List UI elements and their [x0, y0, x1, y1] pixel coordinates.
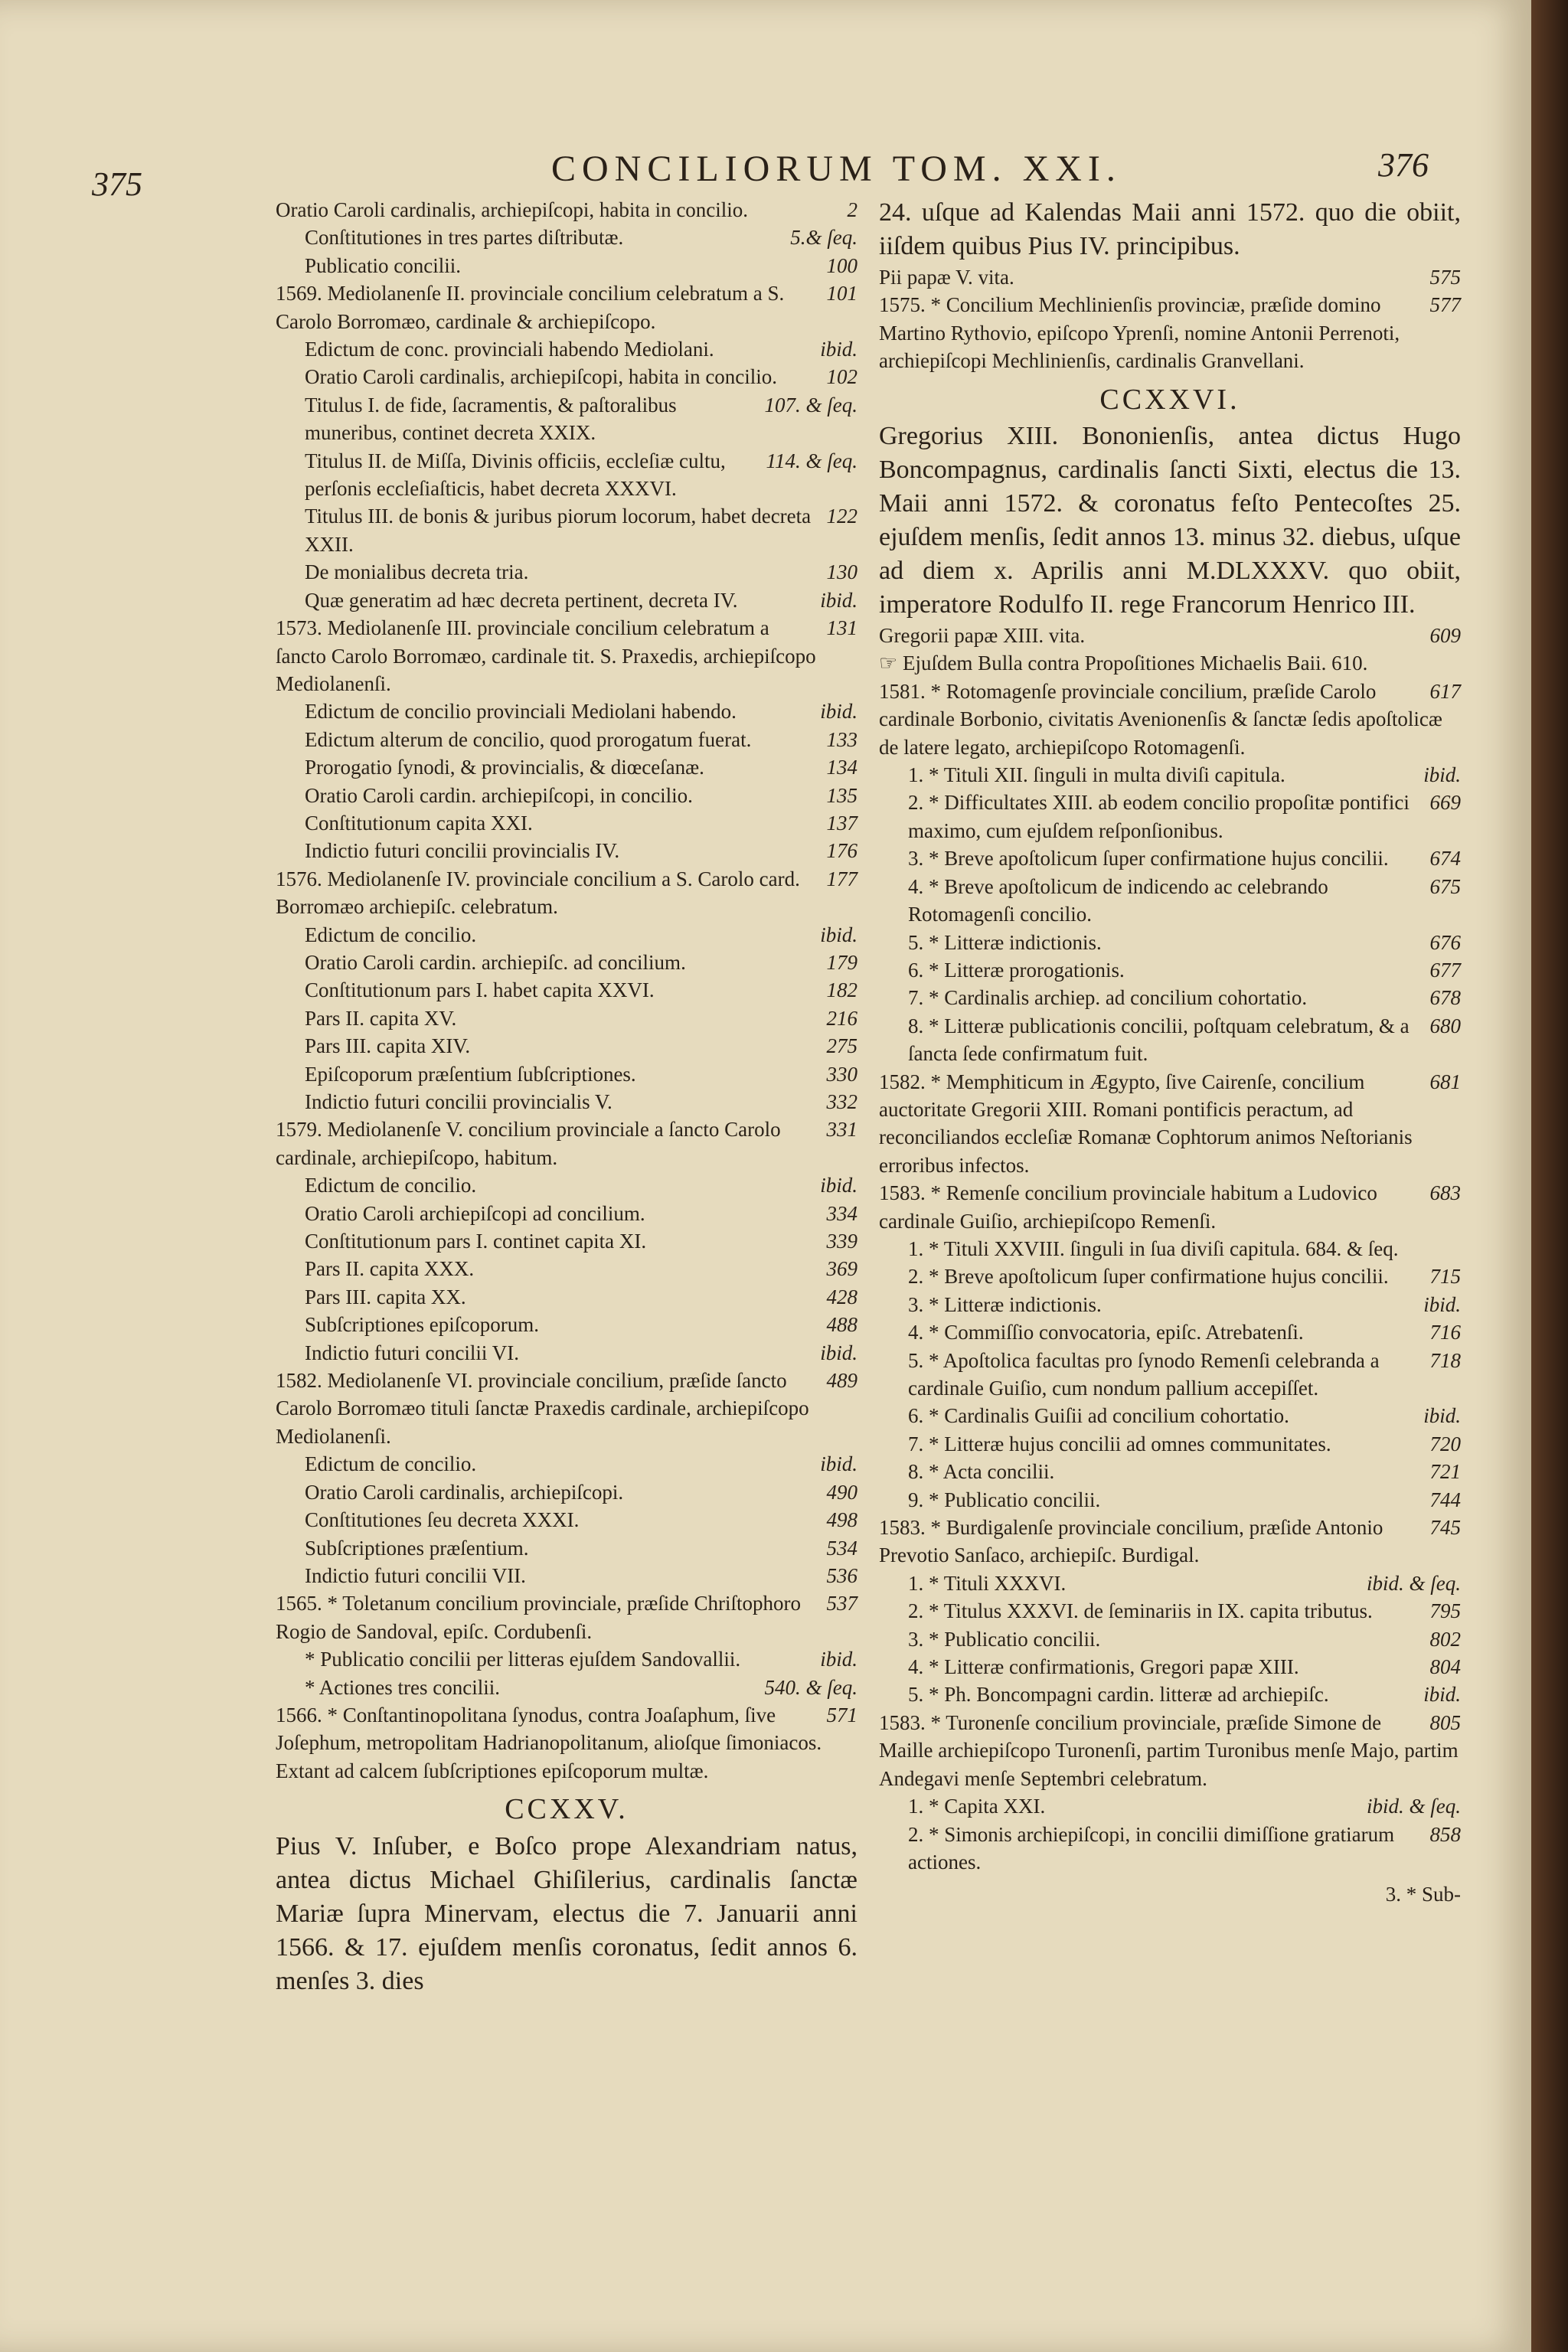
- entry-text: Oratio Caroli cardin. archiepiſcopi, in concilio.: [305, 783, 693, 807]
- entry-text: Gregorii papæ XIII. vita.: [879, 624, 1086, 648]
- entry-page-ref: 540. & ſeq.: [764, 1675, 858, 1699]
- entry-text: 1576. Mediolanenſe IV. provinciale concilium a S. Carolo card. Borromæo archiepiſc. celebratum.: [276, 867, 800, 919]
- entry-page-ref: 669: [1429, 791, 1461, 815]
- entry-text: Titulus I. de fide, ſacramentis, & paſtoralibus muneribus, continet decreta XXIX.: [305, 393, 677, 445]
- entry-text: 9. * Publicatio concilii.: [908, 1488, 1101, 1511]
- entry-page-ref: ibid. & ſeq.: [1367, 1571, 1461, 1595]
- entry-page-ref: 721: [1429, 1460, 1461, 1484]
- entry-text: Epiſcoporum præſentium ſubſcriptiones.: [305, 1062, 636, 1086]
- entry-page-ref: 331: [826, 1118, 858, 1142]
- entry-text: 3. * Publicatio concilii.: [908, 1627, 1101, 1651]
- entry-page-ref: ibid.: [820, 700, 858, 724]
- entry-page-ref: 101: [826, 282, 858, 305]
- index-entry: [276, 865, 858, 921]
- index-entry: [276, 279, 858, 335]
- entry-text: 8. * Acta concilii.: [908, 1460, 1055, 1484]
- entry-text: De monialibus decreta tria.: [305, 560, 529, 584]
- entry-text: 2. * Simonis archiepiſcopi, in concilii dimiſſione gratiarum actiones.: [908, 1822, 1395, 1873]
- pope-bio-pius: Pius V. Inſuber, e Boſco prope Alexandriam natus, antea dictus Michael Ghiſilerius, cardinalis ſanctæ Mariæ ſupra Minervam, electus die 7. Januarii anni 1566. & 17. ejuſdem menſis coronatus, ſedit annos 6. menſes 3. dies: [276, 1831, 858, 1995]
- entry-page-ref: 805: [1429, 1710, 1461, 1734]
- entry-page-ref: 802: [1429, 1627, 1461, 1651]
- entry-page-ref: 332: [826, 1090, 858, 1113]
- entry-page-ref: 858: [1429, 1822, 1461, 1846]
- index-entry: [276, 1088, 858, 1116]
- entry-page-ref: 134: [826, 756, 858, 779]
- entry-page-ref: 176: [826, 839, 858, 863]
- entry-text: Oratio Caroli archiepiſcopi ad concilium.: [305, 1201, 645, 1225]
- index-entry: [879, 678, 1461, 761]
- index-entry: [276, 224, 858, 251]
- index-entry: [879, 1347, 1461, 1403]
- index-entry: [276, 782, 858, 809]
- entry-page-ref: 114. & ſeq.: [766, 449, 858, 472]
- entry-page-ref: 275: [826, 1034, 858, 1058]
- entry-page-ref: 795: [1429, 1599, 1461, 1623]
- entry-text: Indictio futuri concilii provincialis V.: [305, 1090, 612, 1113]
- index-entry: [276, 1255, 858, 1282]
- index-entry: [276, 363, 858, 390]
- entry-page-ref: 534: [826, 1536, 858, 1560]
- entry-text: 7. * Cardinalis archiep. ad concilium cohortatio.: [908, 986, 1308, 1010]
- entry-page-ref: 177: [826, 867, 858, 890]
- entry-page-ref: 744: [1429, 1488, 1461, 1511]
- pope-bio-continuation: 24. uſque ad Kalendas Maii anni 1572. quo die obiit, iiſdem quibus Pius IV. principibus.: [879, 198, 1461, 260]
- index-entry: [276, 976, 858, 1004]
- entry-page-ref: 122: [826, 505, 858, 528]
- entry-text: Edictum de concilio.: [305, 1452, 477, 1476]
- entry-text: Edictum de concilio.: [305, 1174, 477, 1197]
- entry-page-ref: 575: [1429, 266, 1461, 289]
- entry-page-ref: ibid.: [1423, 1683, 1461, 1707]
- index-entry: [276, 1004, 858, 1032]
- entry-text: 5. * Apoſtolica facultas pro ſynodo Remenſi celebranda a cardinale Guiſio, cum nondum pallium accepiſſet.: [908, 1348, 1380, 1400]
- index-entry: [879, 1012, 1461, 1068]
- entry-text: 3. * Breve apoſtolicum ſuper confirmatione hujus concilii.: [908, 847, 1389, 871]
- entry-text: Indictio futuri concilii VI.: [305, 1341, 519, 1364]
- entry-page-ref: 369: [826, 1257, 858, 1281]
- index-entry: [276, 1200, 858, 1227]
- entry-page-ref: 678: [1429, 986, 1461, 1010]
- index-entry: [276, 1701, 858, 1785]
- index-entry: [879, 1821, 1461, 1877]
- entry-text: Oratio Caroli cardinalis, archiepiſcopi.: [305, 1480, 624, 1504]
- right-column: [879, 196, 1461, 1909]
- entry-page-ref: 107. & ſeq.: [764, 393, 858, 416]
- index-entry: [879, 1458, 1461, 1485]
- index-entry: [879, 1486, 1461, 1514]
- entry-text: Edictum alterum de concilio, quod prorogatum fuerat.: [305, 727, 752, 751]
- entry-page-ref: ibid.: [1423, 1292, 1461, 1316]
- index-entry: [879, 1792, 1461, 1820]
- entry-text: 1573. Mediolanenſe III. provinciale concilium celebratum a ſancto Carolo Borromæo, cardinale tit. S. Praxedis, archiepiſcopo Mediolanenſi.: [276, 616, 816, 695]
- entry-page-ref: 498: [826, 1508, 858, 1532]
- entry-text: 4. * Breve apoſtolicum de indicendo ac celebrando Rotomagenſi concilio.: [908, 874, 1328, 926]
- entry-text: 4. * Litteræ confirmationis, Gregori papæ XIII.: [908, 1655, 1299, 1679]
- index-entry: [879, 1068, 1461, 1180]
- entry-text: Oratio Caroli cardinalis, archiepiſcopi, habita in concilio.: [305, 365, 778, 389]
- entry-text: Pars III. capita XX.: [305, 1285, 466, 1308]
- index-entry: [879, 1681, 1461, 1708]
- entry-text: Subſcriptiones præſentium.: [305, 1536, 529, 1560]
- index-entry: [879, 263, 1461, 291]
- entry-page-ref: 718: [1429, 1348, 1461, 1372]
- entry-page-ref: 490: [826, 1480, 858, 1504]
- entry-text: 3. * Litteræ indictionis.: [908, 1292, 1102, 1316]
- entry-page-ref: 537: [826, 1592, 858, 1615]
- index-entry: [276, 753, 858, 781]
- index-entry: [276, 1116, 858, 1171]
- index-entry: [276, 1674, 858, 1701]
- index-entry: [276, 1339, 858, 1367]
- entry-page-ref: 2: [847, 198, 858, 221]
- index-entry: [879, 1653, 1461, 1681]
- entry-text: 5. * Litteræ indictionis.: [908, 930, 1102, 954]
- index-entry: [879, 649, 1461, 677]
- entry-text: Conſtitutionum pars I. continet capita XI.: [305, 1230, 647, 1253]
- entry-text: Oratio Caroli cardin. archiepiſc. ad concilium.: [305, 950, 686, 974]
- index-entry: [276, 1478, 858, 1506]
- entry-text: ☞ Ejuſdem Bulla contra Propoſitiones Michaelis Baii. 610.: [879, 652, 1368, 675]
- index-entry: [276, 586, 858, 614]
- index-entry: [276, 921, 858, 949]
- entry-page-ref: 609: [1429, 624, 1461, 648]
- catchword: 3. * Sub-: [1385, 1883, 1461, 1906]
- section-heading-ccxxvi: CCXXVI.: [1099, 383, 1240, 416]
- page-number-right: 376: [1378, 146, 1429, 184]
- entry-page-ref: 676: [1429, 930, 1461, 954]
- index-entry: [879, 1430, 1461, 1458]
- entry-page-ref: 100: [826, 253, 858, 277]
- entry-page-ref: ibid.: [820, 1452, 858, 1476]
- index-entry: [879, 1514, 1461, 1570]
- entry-page-ref: 683: [1429, 1181, 1461, 1205]
- entry-text: Publicatio concilii.: [305, 253, 461, 277]
- index-entry: [276, 1645, 858, 1673]
- running-title: CONCILIORUM TOM. XXI.: [551, 149, 1122, 189]
- entry-text: 2. * Breve apoſtolicum ſuper confirmatione hujus concilii.: [908, 1265, 1389, 1289]
- index-entry: [276, 1534, 858, 1562]
- index-entry: [879, 1263, 1461, 1290]
- index-entry: [276, 1450, 858, 1478]
- entry-page-ref: 716: [1429, 1321, 1461, 1344]
- entry-text: 1. * Tituli XII. ſinguli in multa diviſi capitula.: [908, 763, 1285, 787]
- entry-text: 1575. * Concilium Mechlinienſis provinciæ, præſide domino Martino Rythovio, epiſcopo Yprenſi, nomine Antonii Perrenoti, archiepiſcopi Mechlinienſis, cardinalis Granvellani.: [879, 293, 1400, 373]
- entry-text: 4. * Commiſſio convocatoria, epiſc. Atrebatenſi.: [908, 1321, 1304, 1344]
- entry-text: 6. * Litteræ prorogationis.: [908, 958, 1125, 982]
- index-entry: [276, 1562, 858, 1589]
- entry-page-ref: 179: [826, 950, 858, 974]
- section-heading-ccxxv: CCXXV.: [505, 1793, 629, 1826]
- entry-text: Conſtitutionum pars I. habet capita XXVI.: [305, 978, 655, 1002]
- entry-page-ref: 137: [826, 811, 858, 835]
- entry-text: 2. * Difficultates XIII. ab eodem concilio propoſitæ pontifici maximo, cum ejuſdem reſponſionibus.: [908, 791, 1410, 842]
- index-entry: [276, 697, 858, 725]
- entry-page-ref: ibid.: [820, 1341, 858, 1364]
- entry-page-ref: 804: [1429, 1655, 1461, 1679]
- index-entry: [276, 1589, 858, 1645]
- entry-text: Conſtitutionum capita XXI.: [305, 811, 533, 835]
- entry-text: 2. * Titulus XXXVI. de ſeminariis in IX. capita tributus.: [908, 1599, 1373, 1623]
- entry-text: Edictum de concilio.: [305, 923, 477, 946]
- entry-text: 1. * Tituli XXVIII. ſinguli in ſua diviſi capitula. 684. & ſeq.: [908, 1236, 1399, 1260]
- entry-text: 1579. Mediolanenſe V. concilium provinciale a ſancto Carolo cardinale, archiepiſcopo, habitum.: [276, 1118, 781, 1169]
- entry-page-ref: 715: [1429, 1265, 1461, 1289]
- entry-text: Subſcriptiones epiſcoporum.: [305, 1313, 539, 1337]
- index-entry: [276, 1032, 858, 1060]
- entry-text: Indictio futuri concilii provincialis IV.: [305, 839, 620, 863]
- entry-page-ref: 745: [1429, 1516, 1461, 1540]
- entry-text: Conſtitutiones in tres partes diſtributæ.: [305, 226, 624, 250]
- entry-page-ref: 681: [1429, 1070, 1461, 1093]
- entry-text: 5. * Ph. Boncompagni cardin. litteræ ad archiepiſc.: [908, 1683, 1329, 1707]
- entry-page-ref: 571: [826, 1703, 858, 1726]
- entry-page-ref: 330: [826, 1062, 858, 1086]
- index-entry: [276, 447, 858, 503]
- entry-text: 1583. * Remenſe concilium provinciale habitum a Ludovico cardinale Guiſio, archiepiſcopo Remenſi.: [879, 1181, 1377, 1233]
- index-entry: [879, 789, 1461, 844]
- index-entry: [879, 1625, 1461, 1653]
- index-entry: [879, 1597, 1461, 1625]
- entry-page-ref: ibid.: [1423, 763, 1461, 787]
- right-entry-list-b: [879, 622, 1461, 1876]
- index-entry: [276, 1506, 858, 1534]
- index-entry: [276, 558, 858, 586]
- entry-page-ref: ibid.: [820, 588, 858, 612]
- entry-page-ref: 135: [826, 783, 858, 807]
- entry-text: Pars III. capita XIV.: [305, 1034, 471, 1058]
- index-entry: [879, 929, 1461, 956]
- page-edge: [1531, 0, 1568, 2352]
- left-entry-list: [276, 196, 858, 1785]
- index-entry: [276, 335, 858, 363]
- entry-text: Titulus II. de Miſſa, Divinis officiis, eccleſiæ cultu, perſonis eccleſiaſticis, habet decreta XXXVI.: [305, 449, 726, 501]
- index-entry: [276, 502, 858, 558]
- entry-text: 1582. * Memphiticum in Ægypto, ſive Cairenſe, concilium auctoritate Gregorii XIII. Romani pontificis peractum, ad reconciliandos eccleſiæ Romanæ Cophtorum animos Neſtorianis erroribus infectos.: [879, 1070, 1413, 1177]
- entry-text: 6. * Cardinalis Guiſii ad concilium cohortatio.: [908, 1404, 1289, 1428]
- entry-page-ref: ibid.: [820, 1174, 858, 1197]
- index-entry: [276, 196, 858, 224]
- entry-text: 1565. * Toletanum concilium provinciale, præſide Chriſtophoro Rogio de Sandoval, epiſc. Cordubenſi.: [276, 1592, 801, 1643]
- entry-page-ref: 102: [826, 365, 858, 389]
- index-entry: [276, 1311, 858, 1338]
- index-entry: [276, 949, 858, 976]
- entry-text: Quæ generatim ad hæc decreta pertinent, decreta IV.: [305, 588, 738, 612]
- index-entry: [276, 1227, 858, 1255]
- index-entry: [879, 844, 1461, 872]
- index-entry: [879, 956, 1461, 984]
- index-entry: [276, 726, 858, 753]
- index-entry: [879, 1318, 1461, 1346]
- entry-text: 1. * Tituli XXXVI.: [908, 1571, 1067, 1595]
- entry-text: Edictum de conc. provinciali habendo Mediolani.: [305, 338, 714, 361]
- entry-page-ref: 720: [1429, 1432, 1461, 1455]
- index-entry: [276, 809, 858, 837]
- pope-bio-gregorius: Gregorius XIII. Bononienſis, antea dictus Hugo Boncompagnus, cardinalis ſancti Sixti, electus die 13. Maii anni 1572. & coronatus feſto Pentecoſtes 25. ejuſdem menſis, ſedit annos 13. minus 32. diebus, uſque ad diem x. Aprilis anni M.DLXXXV. quo obiit, imperatore Rodulfo II. rege Francorum Henrico III.: [879, 422, 1461, 619]
- entry-text: 1583. * Burdigalenſe provinciale concilium, præſide Antonio Prevotio Sanſaco, archiepiſc. Burdigal.: [879, 1516, 1383, 1567]
- entry-text: 1569. Mediolanenſe II. provinciale concilium celebratum a S. Carolo Borromæo, cardinale & archiepiſcopo.: [276, 282, 785, 333]
- entry-text: Conſtitutiones ſeu decreta XXXI.: [305, 1508, 580, 1532]
- index-entry: [276, 1060, 858, 1088]
- index-entry: [276, 252, 858, 279]
- index-entry: [879, 984, 1461, 1011]
- entry-text: Indictio futuri concilii VII.: [305, 1563, 526, 1587]
- entry-text: Pars II. capita XV.: [305, 1006, 457, 1030]
- entry-text: 8. * Litteræ publicationis concilii, poſtquam celebratum, & a ſancta ſede confirmatum fuit.: [908, 1014, 1410, 1066]
- entry-text: Edictum de concilio provinciali Mediolani habendo.: [305, 700, 737, 724]
- entry-text: Prorogatio ſynodi, & provincialis, & diœceſanæ.: [305, 756, 704, 779]
- entry-page-ref: ibid. & ſeq.: [1367, 1795, 1461, 1818]
- entry-page-ref: 489: [826, 1369, 858, 1393]
- entry-text: Pii papæ V. vita.: [879, 266, 1014, 289]
- entry-text: 1583. * Turonenſe concilium provinciale, præſide Simone de Maille archiepiſcopo Turonenſi, partim Turonibus menſe Majo, partim Andegavi menſe Septembri celebratum.: [879, 1710, 1459, 1790]
- entry-page-ref: ibid.: [820, 338, 858, 361]
- entry-page-ref: 680: [1429, 1014, 1461, 1037]
- index-entry: [879, 1570, 1461, 1597]
- entry-text: 1582. Mediolanenſe VI. provinciale concilium, præſide ſancto Carolo Borromæo tituli ſanctæ Praxedis cardinale, archiepiſcopo Mediolanenſi.: [276, 1369, 809, 1448]
- index-entry: [879, 622, 1461, 649]
- entry-text: * Actiones tres concilii.: [305, 1675, 500, 1699]
- entry-text: Pars II. capita XXX.: [305, 1257, 475, 1281]
- index-entry: [276, 837, 858, 864]
- index-entry: [276, 1367, 858, 1450]
- right-entry-list-a: [879, 263, 1461, 375]
- index-entry: [276, 614, 858, 697]
- index-entry: [879, 1709, 1461, 1792]
- entry-page-ref: 131: [826, 616, 858, 640]
- entry-page-ref: 428: [826, 1285, 858, 1308]
- entry-page-ref: 488: [826, 1313, 858, 1337]
- entry-text: 7. * Litteræ hujus concilii ad omnes communitates.: [908, 1432, 1331, 1455]
- index-entry: [879, 1402, 1461, 1429]
- entry-page-ref: ibid.: [1423, 1404, 1461, 1428]
- entry-text: 1566. * Conſtantinopolitana ſynodus, contra Joaſaphum, ſive Joſephum, metropolitam Hadrianopolitanum, alioſque ſimoniacos. Extant ad calcem ſubſcriptiones epiſcoporum multæ.: [276, 1703, 822, 1782]
- index-entry: [879, 761, 1461, 789]
- entry-page-ref: 339: [826, 1230, 858, 1253]
- index-entry: [276, 1171, 858, 1199]
- index-entry: [276, 391, 858, 447]
- entry-page-ref: 577: [1429, 293, 1461, 317]
- entry-page-ref: 536: [826, 1563, 858, 1587]
- index-entry: [879, 1291, 1461, 1318]
- entry-page-ref: 334: [826, 1201, 858, 1225]
- entry-page-ref: 5.& ſeq.: [790, 226, 858, 250]
- left-column: [276, 196, 858, 1998]
- entry-page-ref: ibid.: [820, 1648, 858, 1671]
- entry-page-ref: 675: [1429, 874, 1461, 898]
- index-entry: [879, 873, 1461, 929]
- entry-page-ref: 617: [1429, 679, 1461, 703]
- entry-page-ref: 674: [1429, 847, 1461, 871]
- page-number-left: 375: [92, 165, 142, 203]
- entry-text: 1. * Capita XXI.: [908, 1795, 1046, 1818]
- entry-text: Titulus III. de bonis & juribus piorum locorum, habet decreta XXII.: [305, 505, 812, 556]
- index-entry: [879, 1235, 1461, 1263]
- entry-page-ref: 182: [826, 978, 858, 1002]
- entry-page-ref: 216: [826, 1006, 858, 1030]
- entry-page-ref: 677: [1429, 958, 1461, 982]
- index-entry: [276, 1283, 858, 1311]
- entry-text: Oratio Caroli cardinalis, archiepiſcopi, habita in concilio.: [276, 198, 749, 221]
- entry-text: * Publicatio concilii per litteras ejuſdem Sandovallii.: [305, 1648, 741, 1671]
- entry-page-ref: ibid.: [820, 923, 858, 946]
- index-entry: [879, 1179, 1461, 1235]
- entry-page-ref: 133: [826, 727, 858, 751]
- entry-text: 1581. * Rotomagenſe provinciale concilium, præſide Carolo cardinale Borbonio, civitatis Avenionenſis & ſanctæ ſedis apoſtolicæ de latere legato, archiepiſcopo Rotomagenſi.: [879, 679, 1442, 759]
- index-entry: [879, 291, 1461, 374]
- entry-page-ref: 130: [826, 560, 858, 584]
